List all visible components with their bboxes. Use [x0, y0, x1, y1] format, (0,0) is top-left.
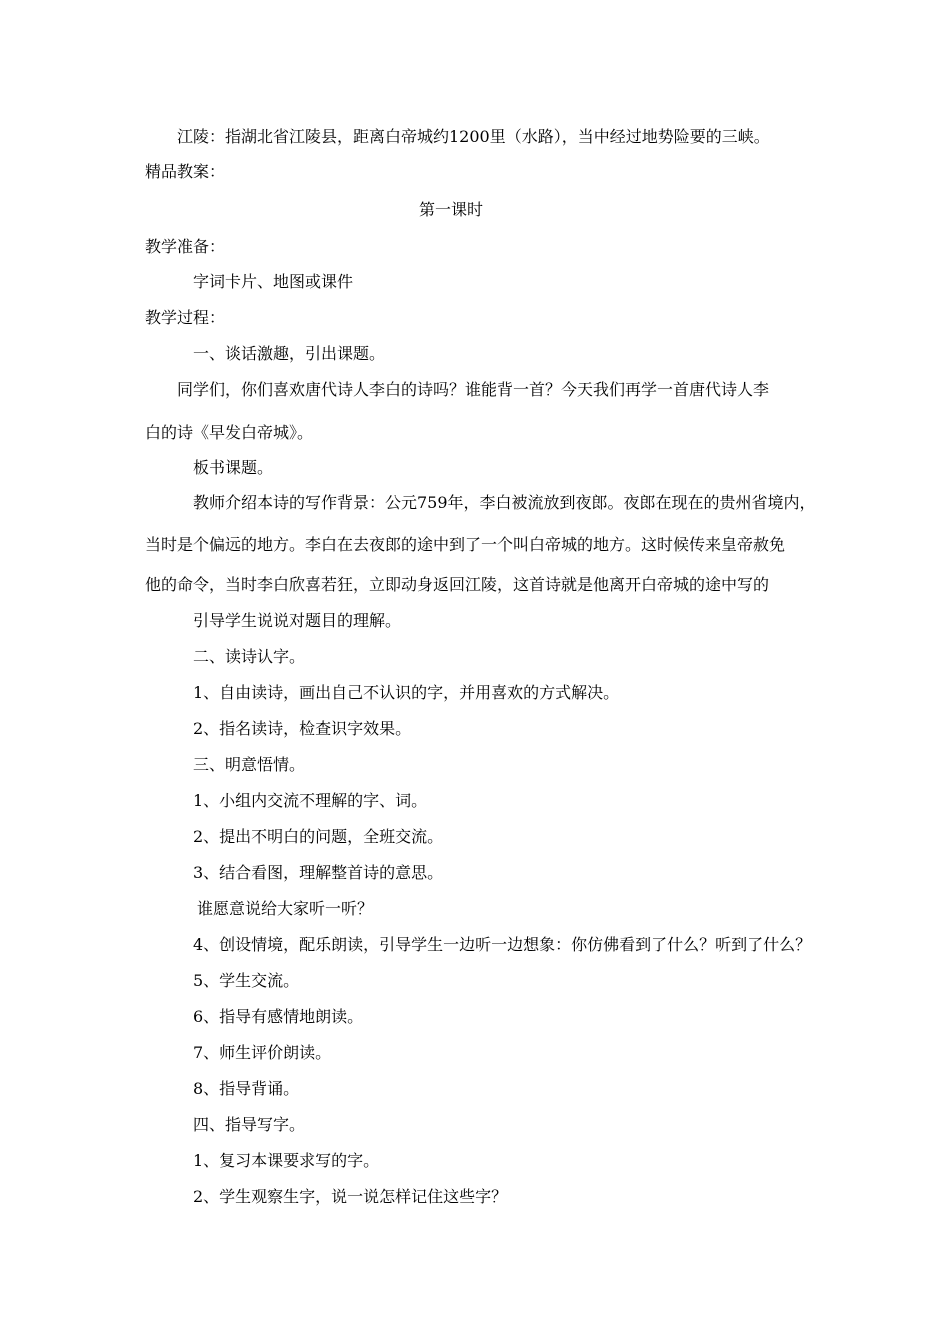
paragraph-intro-line-1: 同学们，你们喜欢唐代诗人李白的诗吗？谁能背一首？今天我们再学一首唐代诗人李: [177, 380, 770, 399]
step-four-item-1: 1、复习本课要求写的字。: [193, 1151, 380, 1170]
preparation-materials: 字词卡片、地图或课件: [193, 272, 354, 291]
lesson-title: 第一课时: [419, 200, 484, 219]
step-three-prompt: 谁愿意说给大家听一听？: [197, 899, 374, 918]
paragraph-background-line-2: 当时是个偏远的地方。李白在去夜郎的途中到了一个叫白帝城的地方。这时候传来皇帝赦免: [145, 535, 786, 554]
step-three-item-8: 8、指导背诵。: [193, 1079, 300, 1098]
guide-title-understanding: 引导学生说说对题目的理解。: [193, 611, 402, 630]
paragraph-intro-line-2: 白的诗《早发白帝城》。: [145, 423, 314, 442]
board-title: 板书课题。: [193, 458, 274, 477]
step-three-heading: 三、明意悟情。: [193, 755, 306, 774]
step-three-item-6: 6、指导有感情地朗读。: [193, 1007, 364, 1026]
step-two-heading: 二、读诗认字。: [193, 647, 306, 666]
step-three-item-1: 1、小组内交流不理解的字、词。: [193, 791, 428, 810]
step-two-item-1: 1、自由读诗，画出自己不认识的字，并用喜欢的方式解决。: [193, 683, 620, 702]
step-three-item-7: 7、师生评价朗读。: [193, 1043, 332, 1062]
step-one-heading: 一、谈话激趣，引出课题。: [193, 344, 386, 363]
step-two-item-2: 2、指名读诗，检查识字效果。: [193, 719, 412, 738]
step-three-item-3: 3、结合看图，理解整首诗的意思。: [193, 863, 444, 882]
paragraph-background-line-1: 教师介绍本诗的写作背景：公元759年，李白被流放到夜郎。夜郎在现在的贵州省境内，: [193, 493, 816, 512]
step-three-item-4: 4、创设情境，配乐朗读，引导学生一边听一边想象：你仿佛看到了什么？听到了什么？: [193, 935, 812, 954]
step-four-heading: 四、指导写字。: [193, 1115, 306, 1134]
step-four-item-2: 2、学生观察生字，说一说怎样记住这些字？: [193, 1187, 508, 1206]
step-three-item-2: 2、提出不明白的问题，全班交流。: [193, 827, 444, 846]
paragraph-background-line-3: 他的命令，当时李白欣喜若狂，立即动身返回江陵，这首诗就是他离开白帝城的途中写的: [145, 575, 770, 594]
heading-process: 教学过程：: [145, 308, 226, 327]
step-three-item-5: 5、学生交流。: [193, 971, 300, 990]
heading-preparation: 教学准备：: [145, 237, 226, 256]
section-heading-lesson-plan: 精品教案：: [145, 162, 226, 181]
note-jiangling: 江陵：指湖北省江陵县，距离白帝城约1200里（水路），当中经过地势险要的三峡。: [177, 127, 770, 146]
